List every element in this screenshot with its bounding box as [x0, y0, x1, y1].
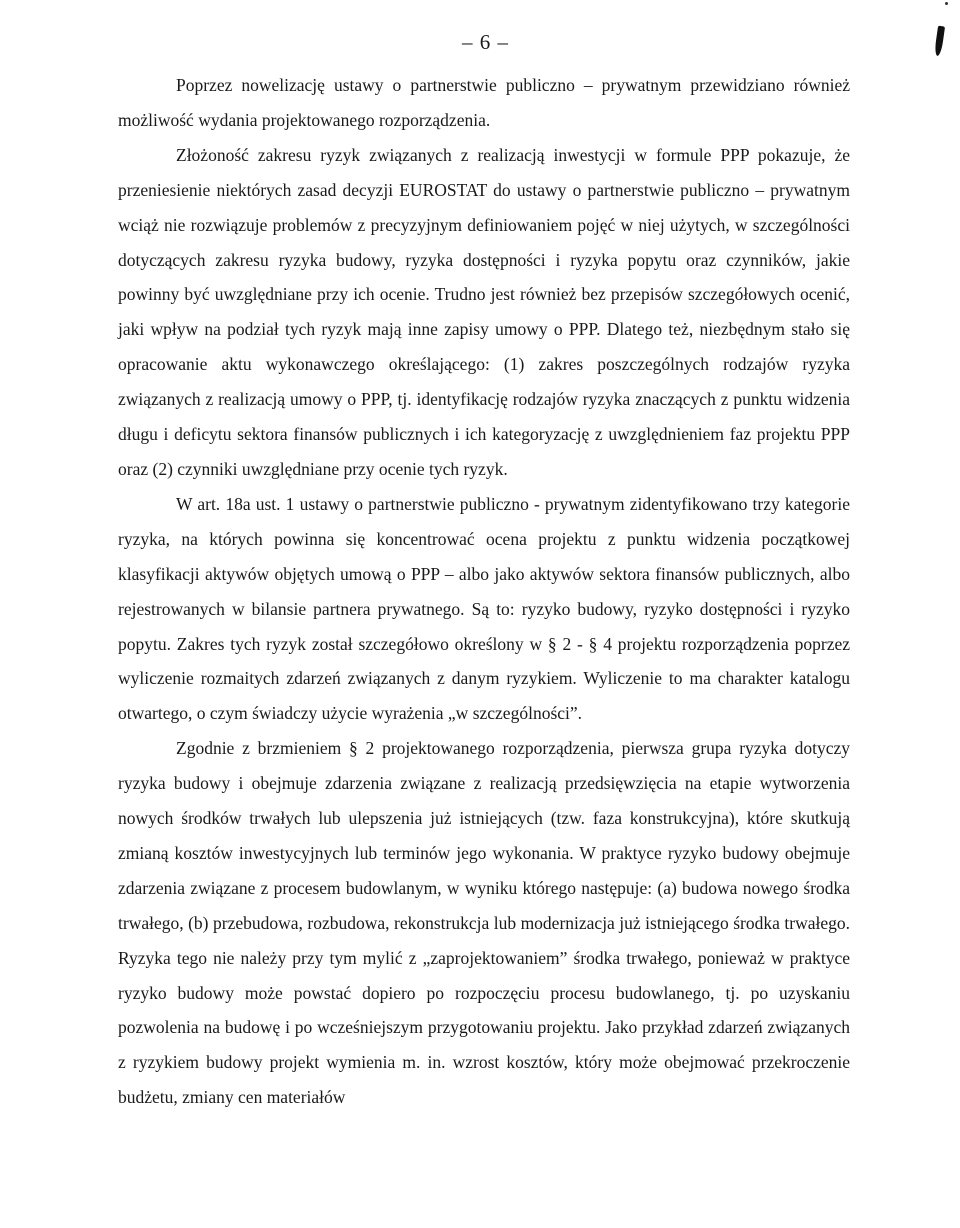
document-body [118, 68, 850, 1115]
page-number: – 6 – [462, 30, 509, 54]
scan-edge-dot [945, 2, 948, 5]
scan-edge-mark [934, 26, 945, 57]
paragraph-3: W art. 18a ust. 1 ustawy o partnerstwie publiczno - prywatnym zidentyfikowano trzy kategorie ryzyka, na których powinna się koncentrować ocena projektu z punktu widzenia początkowej klasyfikacji aktywów objętych umową o PPP – albo jako aktywów sektora finansów publicznych, albo rejestrowanych w bilansie partnera prywatnego. Są to: ryzyko budowy, ryzyko dostępności i ryzyko popytu. Zakres tych ryzyk został szczegółowo określony w § 2 - § 4 projektu rozporządzenia poprzez wyliczenie rozmaitych zdarzeń związanych z danym ryzykiem. Wyliczenie to ma charakter katalogu otwartego, o czym świadczy użycie wyrażenia „w szczególności”. [118, 493, 850, 724]
paragraph-1: Poprzez nowelizację ustawy o partnerstwie publiczno – prywatnym przewidziano również możliwość wydania projektowanego rozporządzenia. [118, 75, 850, 130]
paragraph-4: Zgodnie z brzmieniem § 2 projektowanego rozporządzenia, pierwsza grupa ryzyka dotyczy ryzyka budowy i obejmuje zdarzenia związane z realizacją przedsięwzięcia na etapie wytworzenia nowych środków trwałych lub ulepszenia już istniejących (tzw. faza konstrukcyjna), które skutkują zmianą kosztów inwestycyjnych lub terminów jego wykonania. W praktyce ryzyko budowy obejmuje zdarzenia związane z procesem budowlanym, w wyniku którego następuje: (a) budowa nowego środka trwałego, (b) przebudowa, rozbudowa, rekonstrukcja lub modernizacja już istniejącego środka trwałego. Ryzyka tego nie należy przy tym mylić z „zaprojektowaniem” środka trwałego, ponieważ w praktyce ryzyko budowy może powstać dopiero po rozpoczęciu procesu budowlanego, tj. po uzyskaniu pozwolenia na budowę i po wcześniejszym przygotowaniu projektu. Jako przykład zdarzeń związanych z ryzykiem budowy projekt wymienia m. in. wzrost kosztów, który może obejmować przekroczenie budżetu, zmiany cen materiałów [118, 738, 850, 1108]
paragraph-2: Złożoność zakresu ryzyk związanych z realizacją inwestycji w formule PPP pokazuje, że przeniesienie niektórych zasad decyzji EUROSTAT do ustawy o partnerstwie publiczno – prywatnym wciąż nie rozwiązuje problemów z precyzyjnym definiowaniem pojęć w niej użytych, w szczególności dotyczących zakresu ryzyka budowy, ryzyka dostępności i ryzyka popytu oraz czynników, jakie powinny być uwzględniane przy ich ocenie. Trudno jest również bez przepisów szczegółowych ocenić, jaki wpływ na podział tych ryzyk mają inne zapisy umowy o PPP. Dlatego też, niezbędnym stało się opracowanie aktu wykonawczego określającego: (1) zakres poszczególnych rodzajów ryzyka związanych z realizacją umowy o PPP, tj. identyfikację rodzajów ryzyka znaczących z punktu widzenia długu i deficytu sektora finansów publicznych i ich kategoryzację z uwzględnieniem faz projektu PPP oraz (2) czynniki uwzględniane przy ocenie tych ryzyk. [118, 144, 850, 479]
